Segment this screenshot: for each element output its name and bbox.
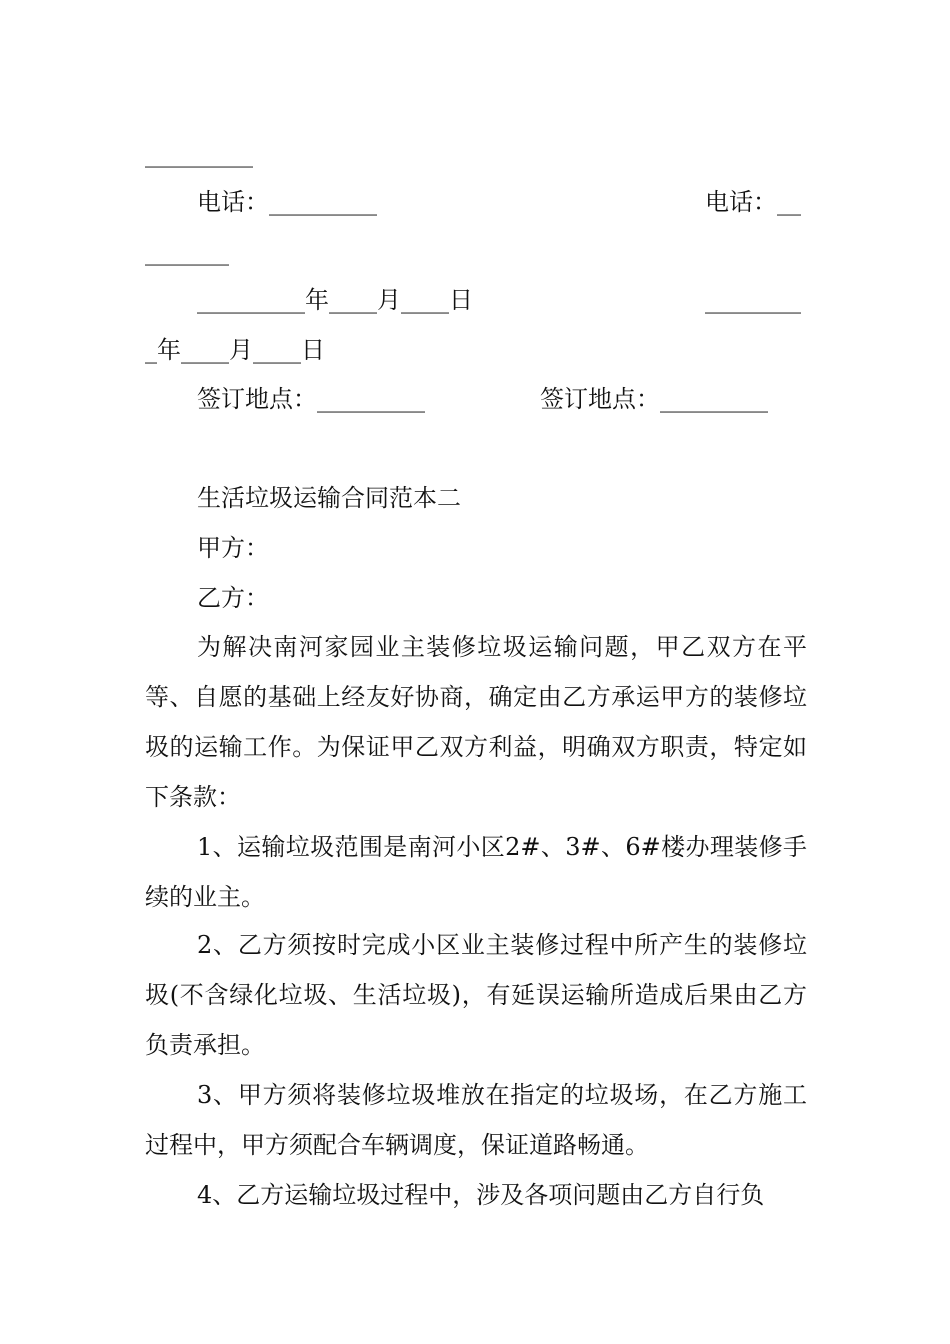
clause-3: 3、甲方须将装修垃圾堆放在指定的垃圾场，在乙方施工过程中，甲方须配合车辆调度，保证道路畅通。 — [145, 1081, 807, 1159]
sign-place-right: 签订地点：_________ — [540, 385, 768, 413]
date-left: _________年____月____日 — [197, 286, 473, 314]
date-right-continuation: _年____月____日 — [145, 336, 325, 364]
section-title: 生活垃圾运输合同范本二 — [197, 484, 461, 512]
phone-right-continuation: _______ — [145, 238, 229, 266]
phone-right: 电话：__ — [705, 188, 801, 216]
clause-1: 1、运输垃圾范围是南河小区2#、3#、6#楼办理装修手续的业主。 — [145, 833, 807, 911]
sign-place-left: 签订地点：_________ — [197, 385, 425, 413]
date-right-start: ________ — [705, 286, 801, 314]
top-blank-line: _________ — [145, 140, 253, 168]
phone-left: 电话：_________ — [197, 188, 377, 216]
party-b-label: 乙方： — [197, 584, 269, 612]
intro-paragraph: 为解决南河家园业主装修垃圾运输问题，甲乙双方在平等、自愿的基础上经友好协商，确定由乙方承运甲方的装修垃圾的运输工作。为保证甲乙双方利益，明确双方职责，特定如下条款： — [145, 633, 807, 811]
party-a-label: 甲方： — [197, 534, 269, 562]
clause-4: 4、乙方运输垃圾过程中，涉及各项问题由乙方自行负 — [197, 1181, 765, 1209]
clause-2: 2、乙方须按时完成小区业主装修过程中所产生的装修垃圾(不含绿化垃圾、生活垃圾)，有延误运输所造成后果由乙方负责承担。 — [145, 931, 807, 1059]
